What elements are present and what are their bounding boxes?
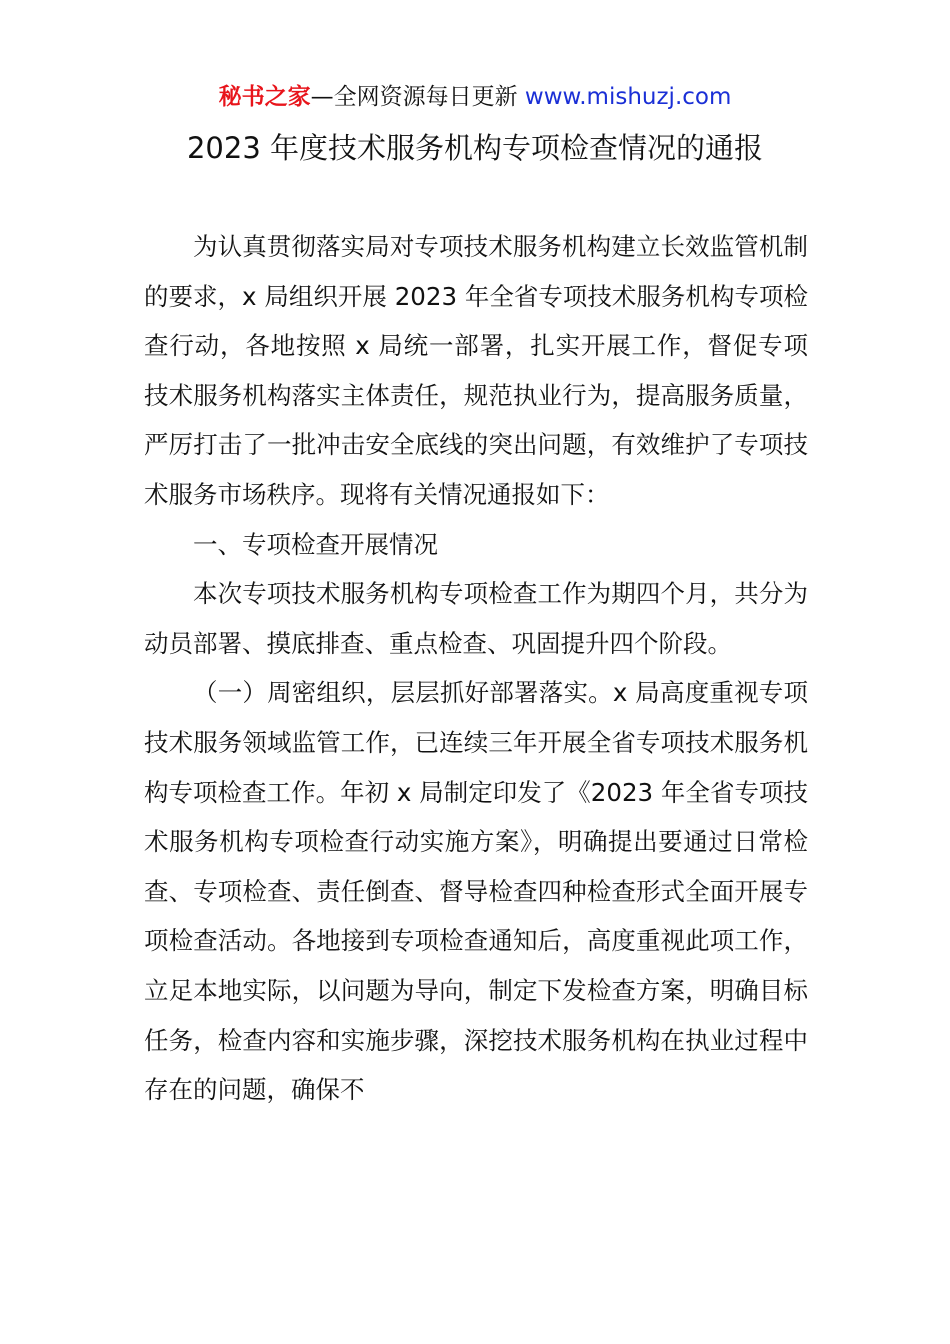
subsection-paragraph: （一）周密组织，层层抓好部署落实。x 局高度重视专项技术服务领域监管工作，已连续三年开展全省专项技术服务机构专项检查工作。年初 x 局制定印发了《2023 年全省专项技术服务机构专项检查行动实施方案》，明确提出要通过日常检查、专项检查、责任倒查、督导检查四种检查形式全面开展专项检查活动。各地接到专项检查通知后，高度重视此项工作，立足本地实际，以问题为导向，制定下发检查方案，明确目标任务，检查内容和实施步骤，深挖技术服务机构在执业过程中存在的问题，确保不 bbox=[144, 678, 808, 1105]
intro-paragraph: 为认真贯彻落实局对专项技术服务机构建立长效监管机制的要求，x 局组织开展 2023 年全省专项技术服务机构专项检查行动，各地按照 x 局统一部署，扎实开展工作，督促专项技术服务机构落实主体责任，规范执业行为，提高服务质量，严厉打击了一批冲击安全底线的突出问题，有效维护了专项技术服务市场秩序。现将有关情况通报如下： bbox=[144, 232, 808, 509]
document-title: 2023 年度技术服务机构专项检查情况的通报 bbox=[186, 131, 764, 165]
section-paragraph: 本次专项技术服务机构专项检查工作为期四个月，共分为动员部署、摸底排查、重点检查、巩固提升四个阶段。 bbox=[144, 579, 808, 658]
site-brand: 秘书之家 bbox=[218, 84, 311, 110]
section-heading: 一、专项检查开展情况 bbox=[193, 529, 438, 559]
site-url-link[interactable]: www.mishuzj.com bbox=[524, 84, 732, 110]
site-tagline: —全网资源每日更新 bbox=[310, 84, 518, 110]
site-header bbox=[0, 80, 950, 114]
document-body bbox=[144, 222, 808, 1115]
